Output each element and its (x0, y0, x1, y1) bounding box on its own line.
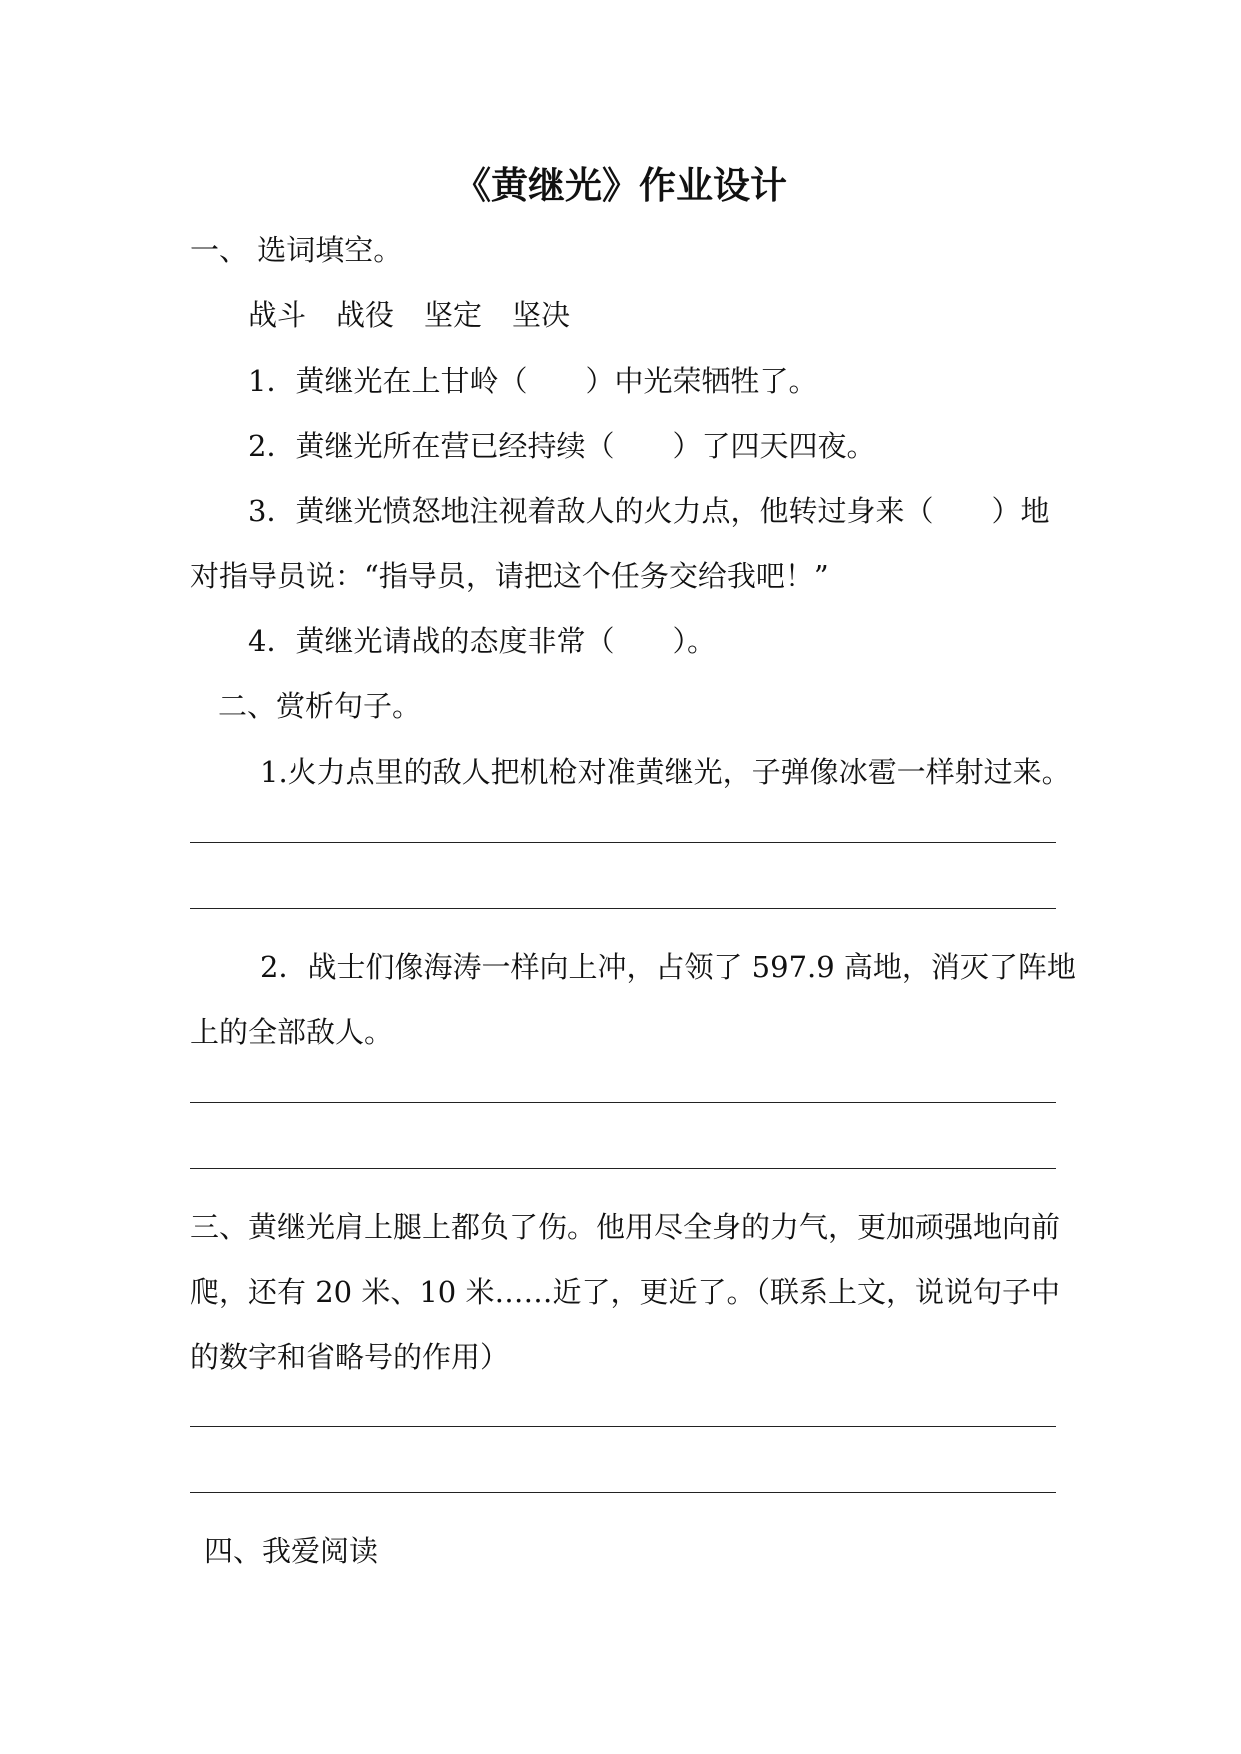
section-3-text-line-1: 三、黄继光肩上腿上都负了伤。他用尽全身的力气，更加顽强地向前 (190, 1210, 1061, 1244)
answer-line[interactable] (190, 1492, 1056, 1493)
section-1-heading: 一、 选词填空。 (190, 233, 403, 267)
fill-blank-question-1: 1．黄继光在上甘岭（ ）中光荣牺牲了。 (248, 364, 818, 398)
word-bank-item: 坚定 (424, 298, 483, 332)
section-4-heading: 四、我爱阅读 (204, 1534, 379, 1568)
word-bank-item: 坚决 (512, 298, 571, 332)
answer-line[interactable] (190, 842, 1056, 843)
section-3-text-line-3: 的数字和省略号的作用） (190, 1340, 510, 1374)
fill-blank-question-4: 4．黄继光请战的态度非常（ ）。 (248, 624, 716, 658)
section-2-heading: 二、赏析句子。 (218, 689, 422, 723)
answer-line[interactable] (190, 1426, 1056, 1427)
sentence-2: 2．战士们像海涛一样向上冲，占领了 597.9 高地，消灭了阵地 (260, 950, 1076, 984)
section-3-text-line-2: 爬，还有 20 米、10 米……近了，更近了。（联系上文，说说句子中 (190, 1275, 1060, 1309)
answer-line[interactable] (190, 1168, 1056, 1169)
fill-blank-question-3-continued: 对指导员说：“指导员，请把这个任务交给我吧！” (190, 559, 829, 593)
fill-blank-question-3: 3．黄继光愤怒地注视着敌人的火力点，他转过身来（ ）地 (248, 494, 1050, 528)
sentence-2-continued: 上的全部敌人。 (190, 1015, 394, 1049)
page-title: 《黄继光》作业设计 (454, 163, 787, 207)
fill-blank-question-2: 2．黄继光所在营已经持续（ ）了四天四夜。 (248, 429, 876, 463)
answer-line[interactable] (190, 1102, 1056, 1103)
answer-line[interactable] (190, 908, 1056, 909)
word-bank-item: 战役 (336, 298, 395, 332)
word-bank-item: 战斗 (248, 298, 307, 332)
sentence-1: 1.火力点里的敌人把机枪对准黄继光，子弹像冰雹一样射过来。 (260, 755, 1071, 789)
